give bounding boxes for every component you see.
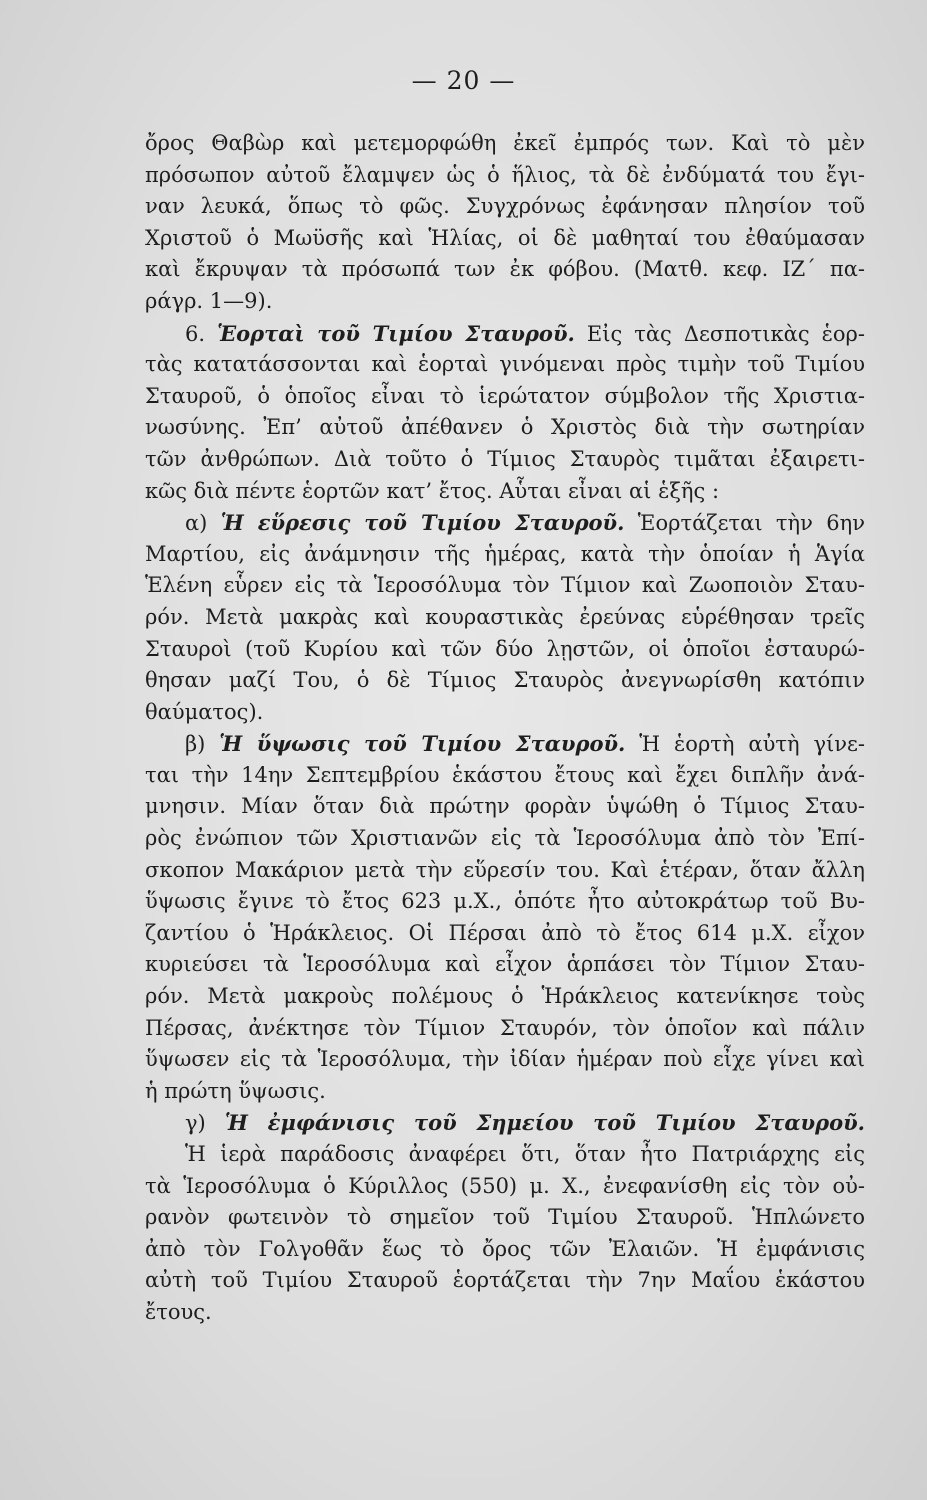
text-run: θησαν μαζί Του, ὁ δὲ Τίμιος Σταυρὸς ἀνεγνωρίσθη κατόπιν	[145, 668, 865, 693]
text-run: ἀπὸ τὸν Γολγοθᾶν ἕως τὸ ὄρος τῶν Ἐλαιῶν. Ἡ ἐμφάνισις	[145, 1236, 865, 1261]
text-run: ἡ πρώτη ὕψωσις.	[145, 1078, 326, 1103]
text-line	[145, 791, 865, 823]
text-line	[145, 886, 865, 918]
text-run: ρὸς ἐνώπιον τῶν Χριστιανῶν εἰς τὰ Ἱεροσόλυμα ἀπὸ τὸν Ἐπί-	[145, 826, 865, 851]
text-line	[145, 160, 865, 192]
text-line	[145, 318, 865, 350]
text-run: αὐτὴ τοῦ Τιμίου Σταυροῦ ἑορτάζεται τὴν 7ην Μαΐου ἑκάστου	[145, 1268, 865, 1293]
text-run: σκοπον Μακάριον μετὰ τὴν εὕρεσίν του. Καὶ ἑτέραν, ὅταν ἄλλη	[145, 857, 865, 882]
text-line	[145, 1044, 865, 1076]
text-run: κῶς διὰ πέντε ἑορτῶν κατ’ ἔτος. Αὗται εἶναι αἱ ἑξῆς :	[145, 478, 720, 503]
text-run: β)	[185, 732, 220, 757]
page-number: — 20 —	[411, 66, 516, 95]
text-line	[145, 665, 865, 697]
text-run: θαύματος).	[145, 699, 264, 724]
text-run: τὰ Ἱεροσόλυμα ὁ Κύριλλος (550) μ. Χ., ἐνεφανίσθη εἰς τὸν οὐ-	[145, 1173, 865, 1198]
text-line	[145, 1234, 865, 1266]
section-heading: Ἡ εὕρεσις τοῦ Τιμίου Σταυροῦ.	[220, 510, 625, 536]
text-run: Ἑλένη εὗρεν εἰς τὰ Ἱεροσόλυμα τὸν Τίμιον καὶ Ζωοποιὸν Σταυ-	[145, 573, 865, 598]
text-run: ρόν. Μετὰ μακροὺς πολέμους ὁ Ἡράκλειος κατενίκησε τοὺς	[145, 984, 865, 1009]
text-line	[145, 697, 865, 729]
text-run: ἔτους.	[145, 1299, 212, 1324]
text-run: νωσύνης. Ἐπ’ αὐτοῦ ἀπέθανεν ὁ Χριστὸς διὰ τὴν σωτηρίαν	[145, 415, 865, 440]
text-line	[145, 1265, 865, 1297]
text-run: Ἡ ἱερὰ παράδοσις ἀναφέρει ὅτι, ὅταν ἦτο Πατριάρχης εἰς	[185, 1142, 865, 1166]
text-line	[145, 728, 865, 760]
text-line	[145, 128, 865, 160]
text-line	[145, 1139, 865, 1171]
text-line	[145, 1297, 865, 1329]
text-run: ρόν. Μετὰ μακρὰς καὶ κουραστικὰς ἐρεύνας εὑρέθησαν τρεῖς	[145, 604, 865, 629]
text-run: ράγρ. 1—9).	[145, 288, 273, 313]
text-run: πρόσωπον αὐτοῦ ἔλαμψεν ὡς ὁ ἥλιος, τὰ δὲ ἐνδύματά του ἔγι-	[145, 162, 865, 187]
text-run: ὄρος Θαβὼρ καὶ μετεμορφώθη ἐκεῖ ἐμπρός των. Καὶ τὸ μὲν	[145, 131, 865, 155]
text-run: ναν λευκά, ὅπως τὸ φῶς. Συγχρόνως ἐφάνησαν πλησίον τοῦ	[145, 194, 865, 219]
text-line	[145, 949, 865, 981]
text-line	[145, 381, 865, 413]
text-run: κυριεύσει τὰ Ἱεροσόλυμα καὶ εἶχον ἁρπάσει τὸν Τίμιον Σταυ-	[145, 952, 865, 977]
text-run: μνησιν. Μίαν ὅταν διὰ πρώτην φορὰν ὑψώθη ὁ Τίμιος Σταυ-	[145, 794, 865, 819]
text-line	[145, 1171, 865, 1203]
text-run: καὶ ἔκρυψαν τὰ πρόσωπά των ἐκ φόβου. (Ματθ. κεφ. ΙΖ΄ πα-	[145, 257, 865, 282]
section-heading: Ἡ ἐμφάνισις τοῦ Σημείου τοῦ Τιμίου Σταυροῦ.	[224, 1110, 865, 1136]
text-line	[145, 444, 865, 476]
text-run: α)	[185, 511, 221, 536]
text-line	[145, 286, 865, 318]
text-run: ζαντίου ὁ Ἡράκλειος. Οἱ Πέρσαι ἀπὸ τὸ ἔτος 614 μ.Χ. εἶχον	[145, 920, 865, 945]
text-run: 6.	[185, 321, 218, 346]
text-line	[145, 855, 865, 887]
text-line	[145, 823, 865, 855]
section-heading: Ἑορταὶ τοῦ Τιμίου Σταυροῦ.	[217, 320, 575, 346]
text-line	[145, 539, 865, 571]
text-line	[145, 349, 865, 381]
text-run: Χριστοῦ ὁ Μωϋσῆς καὶ Ἡλίας, οἱ δὲ μαθηταί του ἐθαύμασαν	[145, 225, 865, 250]
text-run: τῶν ἀνθρώπων. Διὰ τοῦτο ὁ Τίμιος Σταυρὸς τιμᾶται ἐξαιρετι-	[145, 446, 865, 471]
text-line	[145, 254, 865, 286]
text-run: Σταυροὶ (τοῦ Κυρίου καὶ τῶν δύο λῃστῶν, οἱ ὁποῖοι ἐσταυρώ-	[145, 636, 865, 661]
text-line	[145, 1202, 865, 1234]
text-run: Ἡ ἑορτὴ αὐτὴ γίνε-	[625, 732, 865, 757]
text-run: ὕψωσεν εἰς τὰ Ἱεροσόλυμα, τὴν ἰδίαν ἡμέραν ποὺ εἶχε γίνει καὶ	[145, 1047, 865, 1072]
text-line	[145, 1107, 865, 1139]
text-run: ται τὴν 14ην Σεπτεμβρίου ἑκάστου ἔτους καὶ ἔχει διπλῆν ἀνά-	[145, 762, 865, 787]
text-run: Μαρτίου, εἰς ἀνάμνησιν τῆς ἡμέρας, κατὰ τὴν ὁποίαν ἡ Ἁγία	[145, 541, 865, 566]
text-line	[145, 760, 865, 792]
text-line	[145, 412, 865, 444]
text-run: Εἰς τὰς Δεσποτικὰς ἑορ-	[574, 321, 866, 346]
text-run: Σταυροῦ, ὁ ὁποῖος εἶναι τὸ ἱερώτατον σύμβολον τῆς Χριστια-	[145, 383, 865, 408]
text-line	[145, 1076, 865, 1108]
text-line	[145, 981, 865, 1013]
text-line	[145, 634, 865, 666]
text-line	[145, 223, 865, 255]
text-line	[145, 570, 865, 602]
text-run: Ἑορτάζεται τὴν 6ην	[624, 511, 865, 536]
text-line	[145, 476, 865, 508]
text-run: ὕψωσις ἔγινε τὸ ἔτος 623 μ.Χ., ὁπότε ἦτο αὐτοκράτωρ τοῦ Βυ-	[145, 889, 865, 914]
text-run: ρανὸν φωτεινὸν τὸ σημεῖον τοῦ Τιμίου Σταυροῦ. Ἡπλώνετο	[145, 1205, 865, 1230]
text-line	[145, 1013, 865, 1045]
text-line	[145, 507, 865, 539]
body-text	[145, 128, 865, 1329]
text-line	[145, 602, 865, 634]
section-heading: Ἡ ὕψωσις τοῦ Τιμίου Σταυροῦ.	[219, 731, 626, 757]
text-line	[145, 191, 865, 223]
text-run: γ)	[185, 1111, 225, 1136]
text-run: τὰς κατατάσσονται καὶ ἑορταὶ γινόμεναι πρὸς τιμὴν τοῦ Τιμίου	[145, 352, 865, 377]
text-line	[145, 918, 865, 950]
text-run: Πέρσας, ἀνέκτησε τὸν Τίμιον Σταυρόν, τὸν ὁποῖον καὶ πάλιν	[145, 1015, 865, 1040]
